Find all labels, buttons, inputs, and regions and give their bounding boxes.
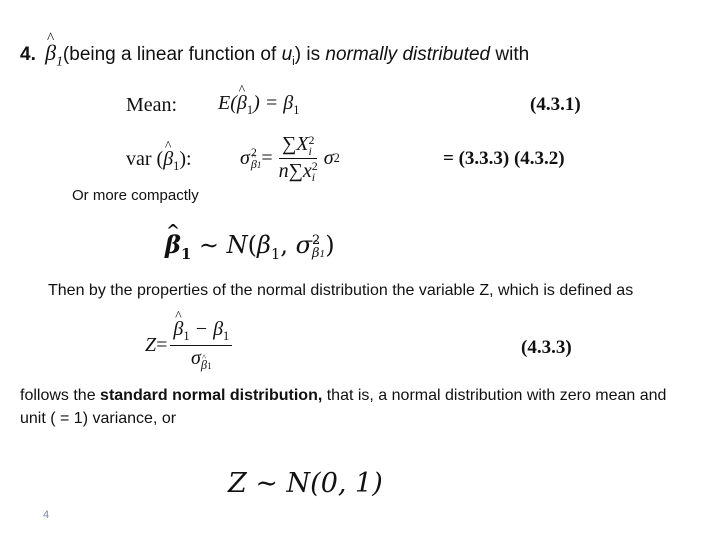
- beta-distribution-formula: ^ $\beta_1$ ∼ $N(\beta_1$, σ 2 ^ β1 ): [165, 230, 335, 263]
- variance-fraction: ∑X 2 i n∑x 2 i: [278, 132, 318, 184]
- standard-normal-formula: Z ∼ N(0, 1): [228, 468, 383, 499]
- compact-text: Or more compactly: [72, 187, 199, 204]
- z-fraction: ^ $\frac{\beta_1 - \beta_1}{\sigma\^{} _{\beta 1}}$: [170, 318, 232, 372]
- equation-ref-4-3-3: (4.3.3): [521, 337, 572, 358]
- follows-text-line2: unit ( = 1) variance, or: [20, 410, 177, 427]
- heading: 4. ^ $\beta_1(being$ a linear function of $u_i$) is normally distributed with: [20, 40, 529, 69]
- page-number: 4: [43, 509, 50, 521]
- mean-label: Mean:: [126, 94, 178, 116]
- variance-equation: σ 2 ^ β1 = ∑X 2 i n∑x 2 i σ 2: [240, 128, 340, 188]
- z-definition-formula: Z = ^ $\frac{\beta_1 - \beta_1}{\sigma\^{} _{\beta 1}}$: [145, 316, 235, 374]
- heading-text: (being a linear function of: [62, 44, 282, 65]
- equation-ref-4-3-1: (4.3.1): [530, 94, 581, 115]
- item-number: 4.: [20, 44, 36, 65]
- follows-text-line1: follows the standard normal distribution, that is, a normal distribution with zero mean and: [20, 387, 667, 404]
- beta-hat-symbol: ^ $\beta_1$: [45, 40, 63, 65]
- variance-label: var (^ $\beta_1$):: [126, 148, 192, 174]
- mean-equation: E(^ $\beta_1) = \beta_1$: [218, 92, 299, 118]
- then-text: Then by the properties of the normal distribution the variable Z, which is defined as: [48, 282, 634, 299]
- equation-ref-4-3-2: = (3.3.3) (4.3.2): [443, 148, 565, 169]
- heading-emphasis: normally distributed: [325, 44, 491, 65]
